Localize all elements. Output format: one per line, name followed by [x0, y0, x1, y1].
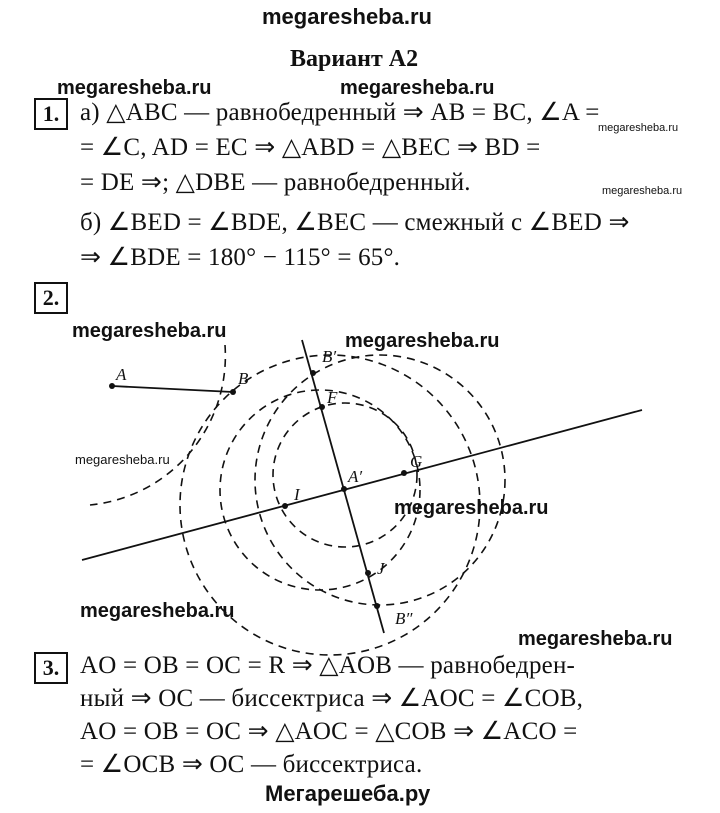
watermark: megaresheba.ru [75, 452, 170, 467]
variant-title: Вариант А2 [290, 46, 419, 72]
watermark: megaresheba.ru [57, 77, 212, 99]
watermark: megaresheba.ru [72, 320, 227, 342]
label-f: F [327, 388, 338, 407]
point-i [282, 503, 288, 509]
problem1-a-line1: а) △ABC — равнобедренный ⇒ AB = BC, ∠A = [80, 99, 600, 126]
problem1-b-line2: ⇒ ∠BDE = 180° − 115° = 65°. [80, 244, 401, 271]
problem1-a-line2: = ∠C, AD = EC ⇒ △ABD = △BEC ⇒ BD = [80, 134, 541, 161]
watermark: megaresheba.ru [518, 628, 673, 650]
problem1-b-line1: б) ∠BED = ∠BDE, ∠BEC — смежный с ∠BED ⇒ [80, 209, 630, 236]
point-b-prime [310, 370, 316, 376]
point-f [319, 404, 325, 410]
point-a [109, 383, 115, 389]
segment-ab [112, 386, 233, 392]
point-g [401, 470, 407, 476]
label-b-double: B″ [395, 609, 413, 628]
point-j [365, 570, 371, 576]
problem1-a-line3: = DE ⇒; △DBE — равнобедренный. [80, 169, 471, 196]
watermark: megaresheba.ru [80, 600, 235, 622]
problem-number: 1. [34, 98, 68, 130]
watermark-top: megaresheba.ru [262, 4, 432, 29]
label-b: B [238, 369, 249, 388]
problem-number: 3. [34, 652, 68, 684]
label-g: G [410, 452, 423, 471]
problem3-line4: = ∠OCB ⇒ OC — биссектриса. [80, 751, 423, 778]
label-b-prime: B′ [322, 347, 337, 366]
dashed-arc [90, 345, 225, 505]
problem3-line1: AO = OB = OC = R ⇒ △AOB — равнобедрен- [80, 652, 576, 679]
watermark: megaresheba.ru [340, 77, 495, 99]
watermark: megaresheba.ru [394, 497, 549, 519]
watermark: megaresheba.ru [345, 330, 500, 352]
dashed-circle [273, 403, 417, 547]
dashed-circle [220, 390, 423, 590]
watermark-bottom: Мегарешеба.ру [265, 781, 431, 806]
problem3-line3: AO = OB = OC ⇒ △AOC = △COB ⇒ ∠ACO = [80, 718, 578, 745]
problem3-line2: ный ⇒ OC — биссектриса ⇒ ∠AOC = ∠COB, [80, 685, 584, 712]
label-a: A [116, 365, 127, 384]
problem-number: 2. [34, 282, 68, 314]
watermark: megaresheba.ru [598, 122, 679, 134]
point-b-double [374, 603, 380, 609]
label-a-prime: A′ [348, 467, 363, 486]
label-i: I [294, 485, 300, 504]
point-a-prime [341, 486, 347, 492]
label-j: J [377, 559, 385, 578]
watermark: megaresheba.ru [602, 185, 683, 197]
point-b [230, 389, 236, 395]
